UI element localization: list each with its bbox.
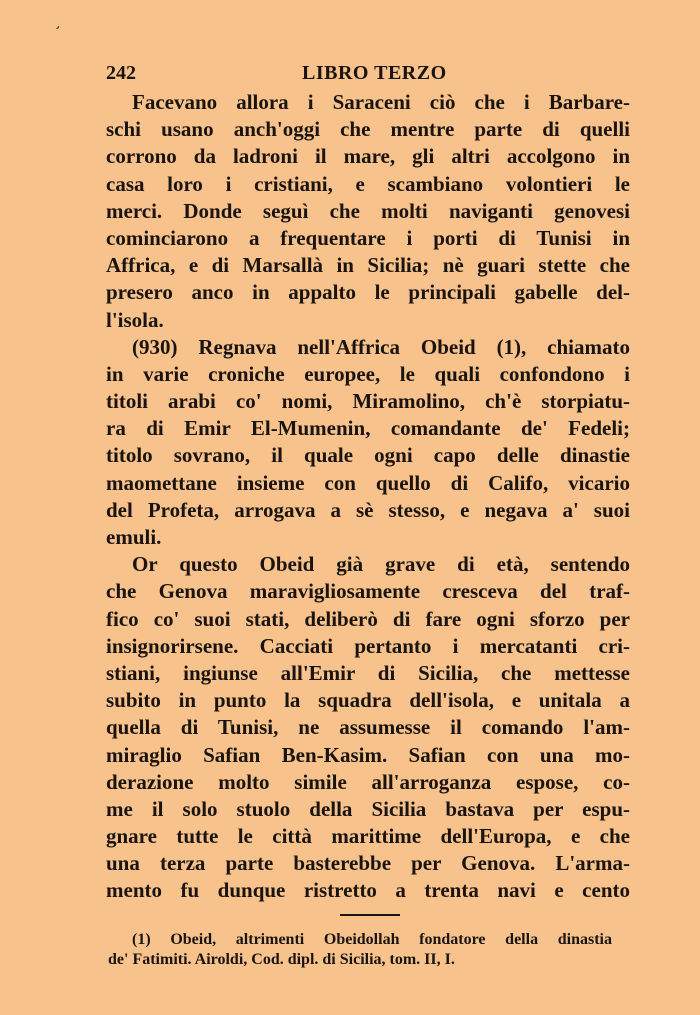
text-line: merci. Donde seguì che molti naviganti genovesi: [106, 198, 630, 223]
text-line: casa loro i cristiani, e scambiano volontieri le: [106, 171, 630, 196]
footnote-line: de' Fatimiti. Airoldi, Cod. dipl. di Sicilia, tom. II, I.: [108, 951, 455, 968]
footnote-divider: [340, 914, 400, 916]
text-line: Facevano allora i Saraceni ciò che i Barbare-: [132, 90, 630, 114]
text-line: quella di Tunisi, ne assumesse il comando l'am-: [106, 715, 630, 740]
text-line: una terza parte basterebbe per Genova. L'arma-: [106, 851, 630, 876]
text-line: Affrica, e di Marsallà in Sicilia; nè guari stette che: [106, 253, 630, 278]
text-line: maomettane insieme con quello di Califo, vicario: [106, 470, 630, 495]
text-line: insignorirsene. Cacciati pertanto i mercatanti cri-: [106, 633, 630, 658]
text-line: ra di Emir El-Mumenin, comandante de' Fedeli;: [106, 416, 630, 441]
text-line: mento fu dunque ristretto a trenta navi e cento: [106, 878, 630, 903]
text-line: gnare tutte le città marittime dell'Europa, e che: [106, 824, 630, 849]
text-line: emuli.: [106, 525, 162, 549]
text-line: titoli arabi co' nomi, Miramolino, ch'è storpiatu-: [106, 389, 630, 414]
margin-mark: ’: [51, 23, 62, 41]
text-line: presero anco in appalto le principali gabelle del-: [106, 280, 630, 305]
text-line: (930) Regnava nell'Affrica Obeid (1), chiamato: [132, 334, 630, 359]
body-text: [106, 89, 630, 905]
text-line: in varie croniche europee, le quali confondono i: [106, 361, 630, 386]
text-line: schi usano anch'oggi che mentre parte di quelli: [106, 117, 630, 142]
text-line: che Genova maravigliosamente cresceva del traf-: [106, 579, 630, 604]
page-header: [106, 62, 626, 86]
text-line: titolo sovrano, il quale ogni capo delle dinastie: [106, 443, 630, 468]
footnote-line: (1) Obeid, altrimenti Obeidollah fondatore della dinastia: [132, 931, 612, 948]
text-line: stiani, ingiunse all'Emir di Sicilia, che mettesse: [106, 660, 630, 685]
text-line: Or questo Obeid già grave di età, sentendo: [132, 552, 630, 577]
text-line: cominciarono a frequentare i porti di Tunisi in: [106, 225, 630, 250]
page-number: 242: [106, 62, 136, 84]
text-line: subito in punto la squadra dell'isola, e unitala a: [106, 688, 630, 713]
footnote: [108, 930, 612, 970]
running-head: LIBRO TERZO: [302, 62, 447, 84]
text-line: miraglio Safian Ben-Kasim. Safian con una mo-: [106, 742, 630, 767]
text-line: fico co' suoi stati, deliberò di fare ogni sforzo per: [106, 606, 630, 631]
text-line: corrono da ladroni il mare, gli altri accolgono in: [106, 144, 630, 169]
text-line: derazione molto simile all'arroganza espose, co-: [106, 769, 630, 794]
text-line: del Profeta, arrogava a sè stesso, e negava a' suoi: [106, 497, 630, 522]
text-line: l'isola.: [106, 307, 164, 332]
text-line: me il solo stuolo della Sicilia bastava per espu-: [106, 796, 630, 821]
